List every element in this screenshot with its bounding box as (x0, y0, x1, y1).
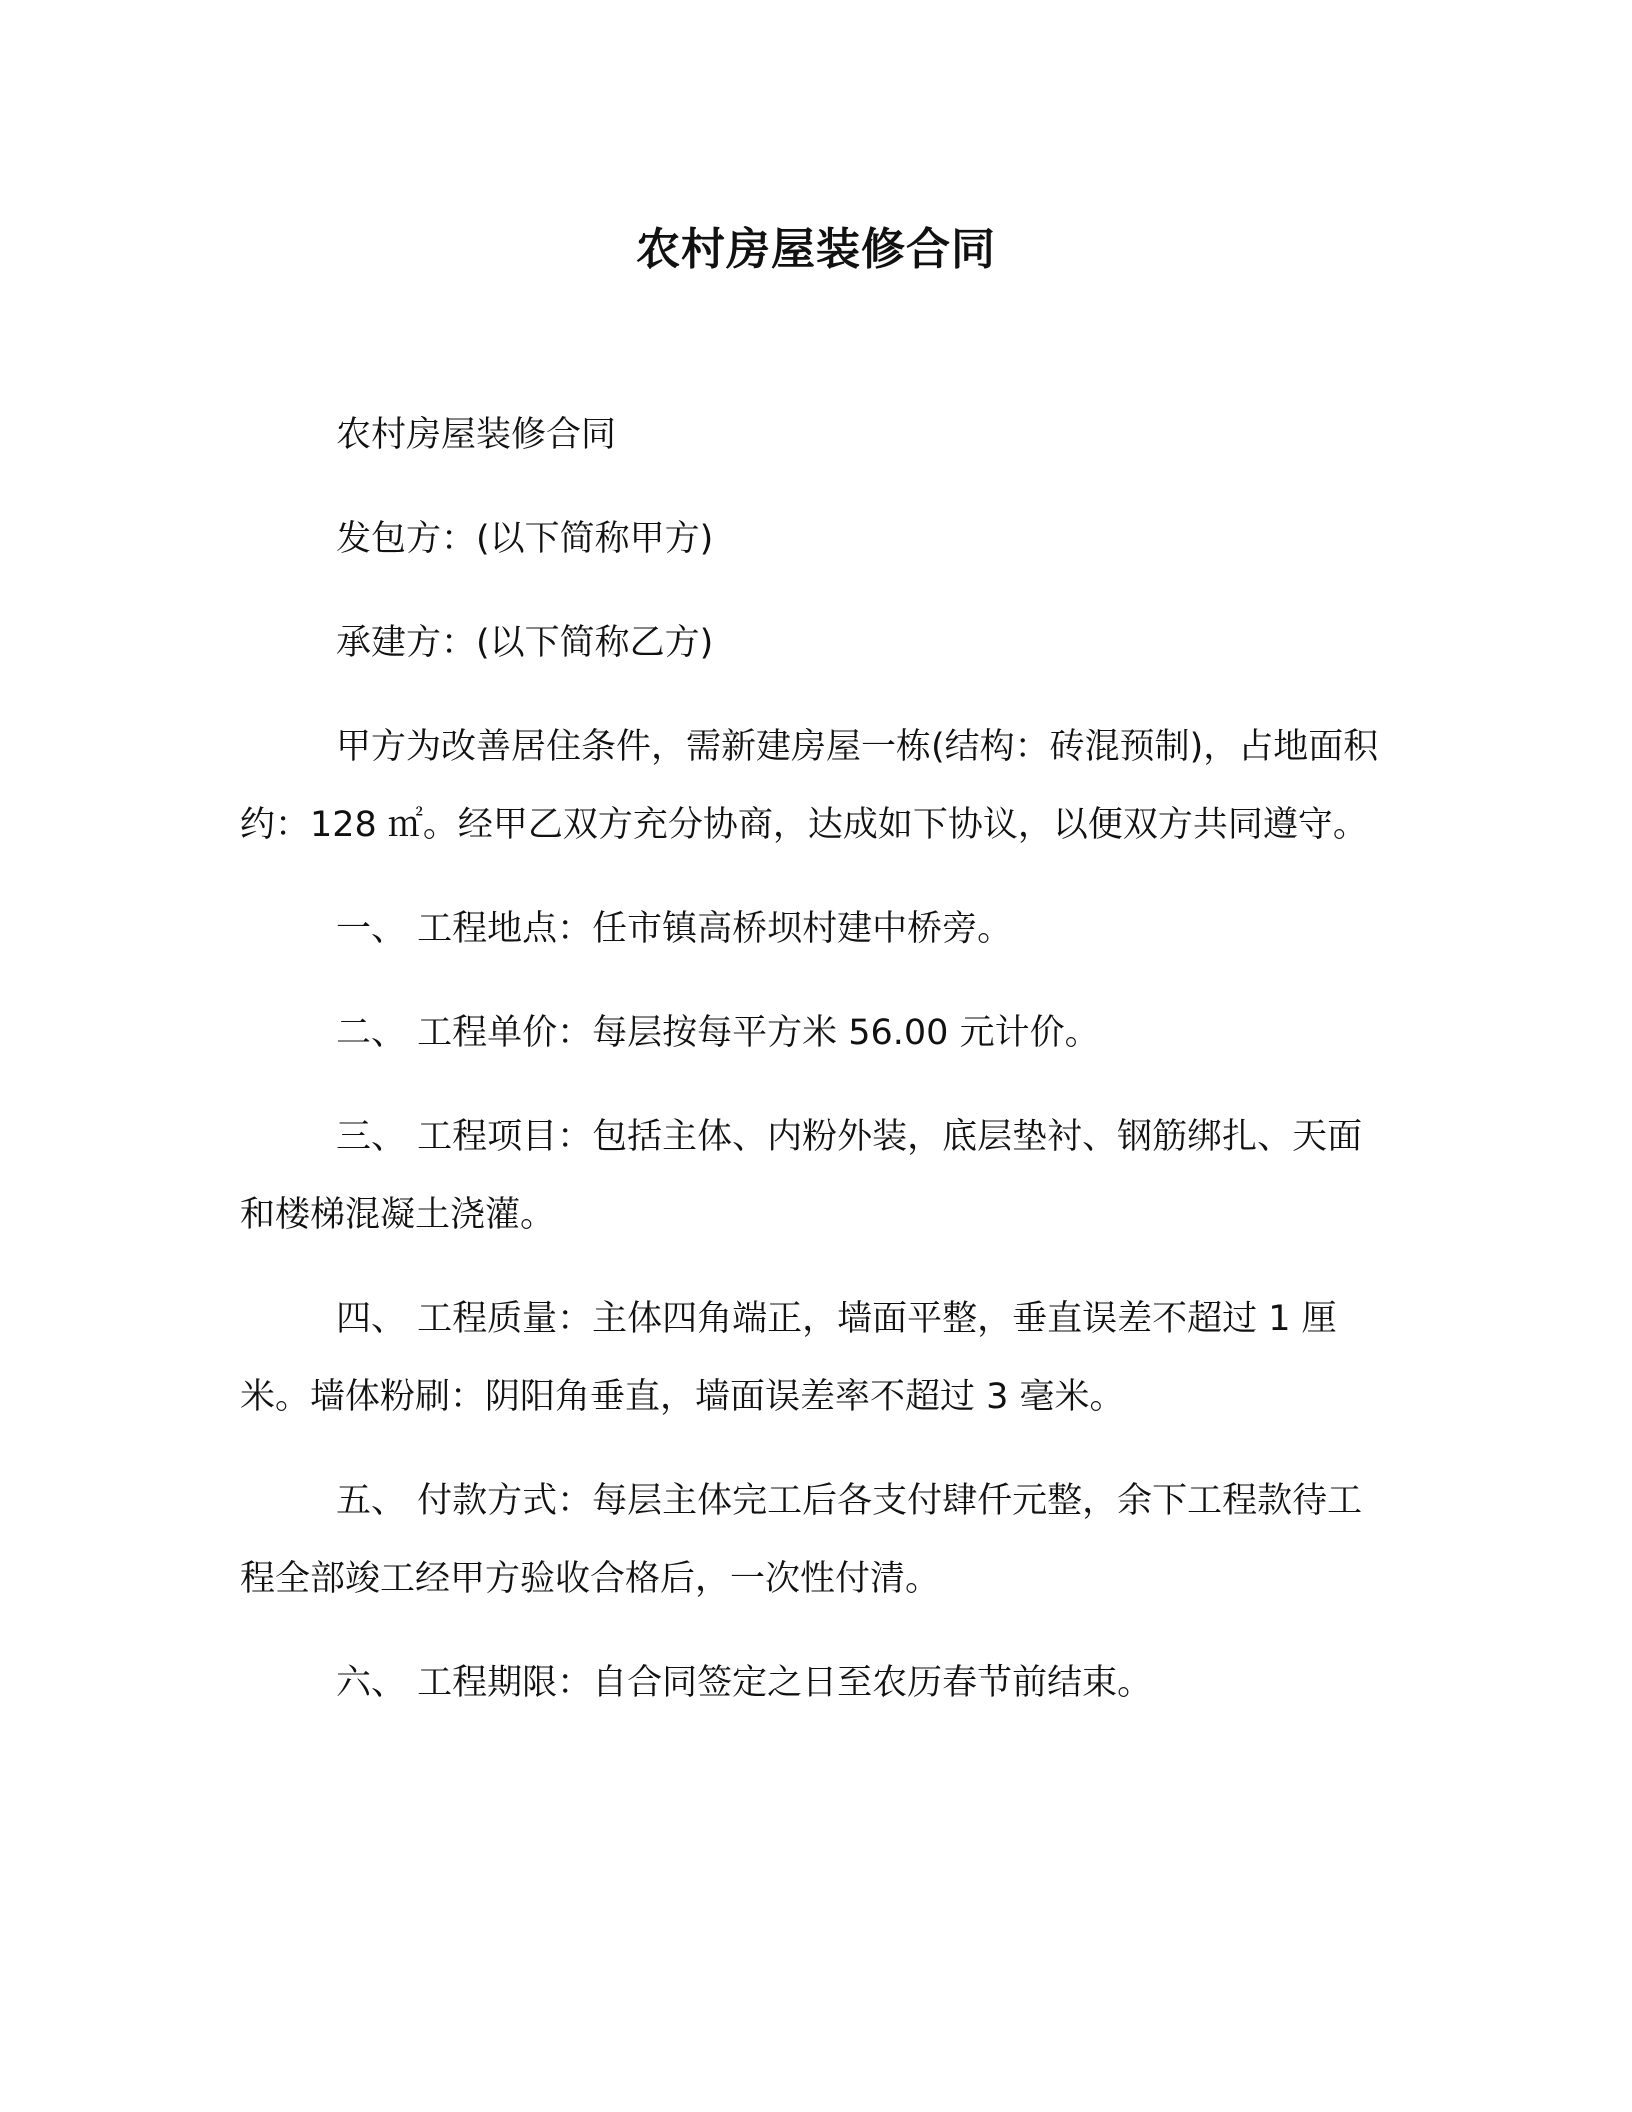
document-body (240, 396, 1390, 1748)
paragraph-preamble: 甲方为改善居住条件，需新建房屋一栋(结构：砖混预制)，占地面积约：128 ㎡。经甲乙双方充分协商，达成如下协议，以便双方共同遵守。 (240, 727, 1379, 845)
paragraph-heading: 农村房屋装修合同 (336, 415, 617, 455)
paragraph-contractor: 承建方：(以下简称乙方) (336, 623, 714, 663)
document-title: 农村房屋装修合同 (636, 224, 996, 275)
paragraph-employer: 发包方：(以下简称甲方) (336, 519, 714, 559)
clause-duration: 六、 工程期限：自合同签定之日至农历春节前结束。 (336, 1663, 1153, 1703)
clause-payment: 五、 付款方式：每层主体完工后各支付肆仟元整，余下工程款待工程全部竣工经甲方验收合格后，一次性付清。 (240, 1481, 1363, 1599)
clause-unit-price: 二、 工程单价：每层按每平方米 56.00 元计价。 (336, 1013, 1100, 1053)
clause-quality: 四、 工程质量：主体四角端正，墙面平整，垂直误差不超过 1 厘米。墙体粉刷：阴阳角垂直，墙面误差率不超过 3 毫米。 (240, 1299, 1337, 1417)
clause-scope: 三、 工程项目：包括主体、内粉外装，底层垫衬、钢筋绑扎、天面和楼梯混凝土浇灌。 (240, 1117, 1363, 1235)
clause-location: 一、 工程地点：任市镇高桥坝村建中桥旁。 (336, 909, 1013, 949)
